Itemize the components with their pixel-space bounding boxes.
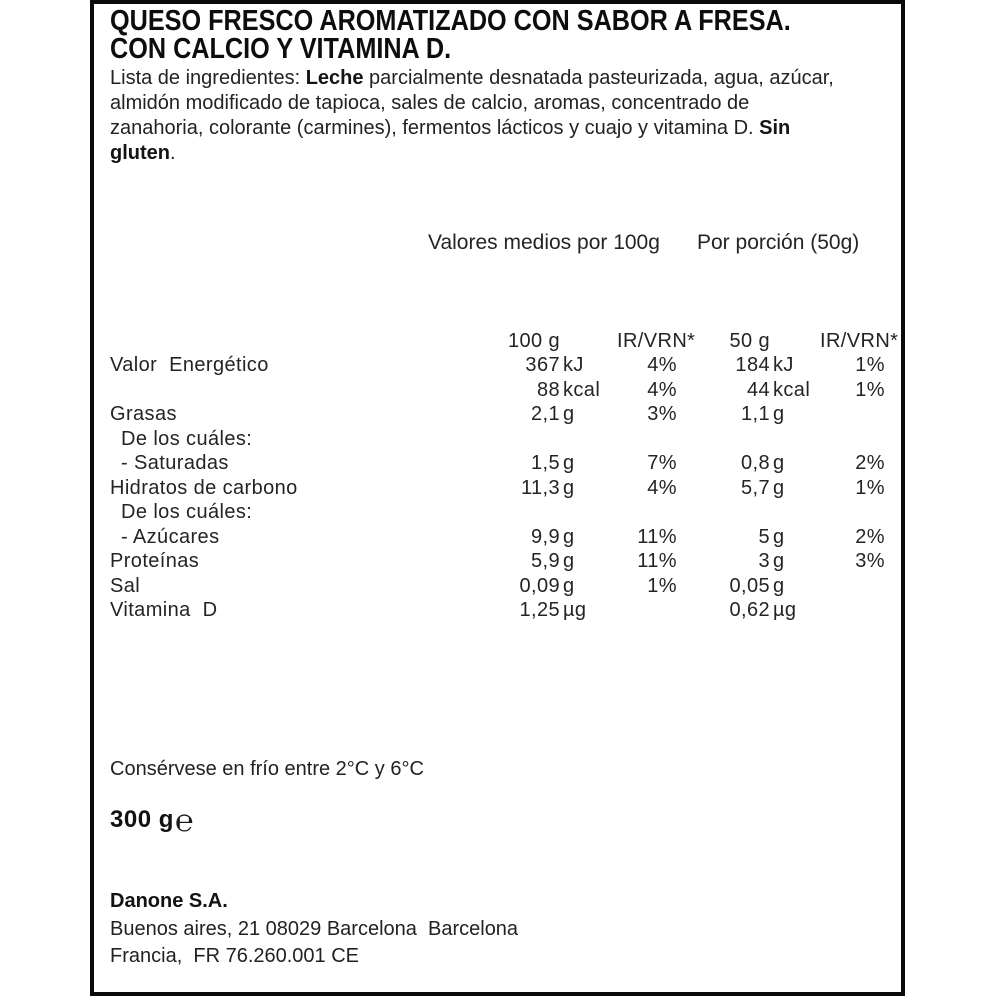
nutrition-row (110, 500, 885, 525)
nutrition-row (110, 427, 885, 452)
value-100g: 367 (525, 354, 560, 376)
unit-100g: kcal (563, 378, 601, 401)
subheader-unit-spacer-100 (560, 329, 617, 354)
unit-50g (770, 427, 820, 452)
ingredient-text: parcialmente desnatada pasteurizada, agua, azúcar, (363, 67, 834, 89)
subheader-empty-cell (110, 329, 450, 354)
ingredient-bold-text: Leche (305, 67, 364, 89)
nutrition-subheader (110, 329, 899, 354)
irvrn-100g: 11% (637, 525, 677, 548)
manufacturer-address-line1: Buenos aires, 21 08029 Barcelona Barcelona (110, 917, 519, 940)
subheader-amount-50g: 50 g (729, 330, 770, 352)
unit-100g: g (563, 550, 575, 572)
value-100g: 1,25 (519, 599, 560, 621)
unit-50g: g (773, 574, 785, 597)
unit-50g: g (773, 525, 785, 548)
irvrn-50g: 2% (855, 525, 885, 548)
irvrn-50g (820, 574, 885, 599)
manufacturer-block (110, 888, 518, 971)
unit-100g: g (563, 452, 575, 474)
irvrn-50g: 3% (855, 550, 885, 572)
ingredient-text: Lista de ingredientes: (110, 67, 306, 89)
value-100g: 88 (536, 378, 560, 401)
nutrient-label: Hidratos de carbono (110, 476, 298, 499)
nutrition-row (110, 402, 885, 427)
irvrn-50g (820, 427, 885, 452)
irvrn-50g: 1% (855, 354, 885, 376)
irvrn-50g: 1% (855, 378, 885, 401)
unit-100g: g (563, 403, 575, 425)
irvrn-100g: 7% (647, 452, 677, 474)
ingredients-line (110, 66, 900, 91)
subheader-irvrn-50: IR/VRN* (820, 330, 899, 352)
nutrition-row (110, 378, 885, 403)
unit-100g (560, 427, 617, 452)
nutrient-label: De los cuáles: (121, 501, 253, 523)
nutrient-label (110, 378, 450, 403)
unit-50g: g (773, 550, 785, 572)
estimated-sign: ℮ (174, 803, 194, 838)
value-50g: 5,7 (740, 476, 770, 499)
nutrient-label: Vitamina D (110, 599, 218, 621)
nutrition-row (110, 598, 885, 623)
unit-50g (770, 500, 820, 525)
subheader-amount-100g: 100 g (507, 330, 560, 352)
ingredient-text: zanahoria, colorante (carmines), fermentos lácticos y cuajo y vitamina D. (110, 117, 760, 139)
storage-instructions: Consérvese en frío entre 2°C y 6°C (110, 758, 424, 780)
value-50g: 0,62 (729, 599, 770, 621)
value-50g (677, 500, 770, 525)
subheader-unit-spacer-50 (770, 329, 820, 354)
nutrient-label: De los cuáles: (121, 427, 253, 450)
product-title-line2: CON CALCIO Y VITAMINA D. (110, 33, 452, 65)
column-header-per-100g: Valores medios por 100g (428, 231, 660, 254)
nutrient-label: Valor Energético (110, 354, 269, 376)
nutrition-subheader-row (110, 329, 899, 354)
value-50g: 3 (758, 550, 770, 572)
value-50g: 44 (746, 378, 770, 401)
nutrient-label: Grasas (110, 403, 177, 425)
value-50g: 1,1 (740, 403, 770, 425)
irvrn-100g: 1% (647, 574, 677, 597)
value-50g (677, 427, 770, 452)
net-weight-value: 300 g (110, 806, 174, 833)
irvrn-50g: 2% (855, 452, 885, 474)
value-100g: 9,9 (530, 525, 560, 548)
manufacturer-address-line2: Francia, FR 76.260.001 CE (110, 945, 360, 967)
irvrn-100g (617, 427, 677, 452)
unit-50g: kJ (773, 354, 794, 376)
label-border-frame (90, 0, 905, 996)
value-100g: 2,1 (530, 403, 560, 425)
column-header-per-portion: Por porción (50g) (697, 231, 860, 254)
unit-50g: kcal (773, 378, 811, 401)
irvrn-100g: 3% (647, 403, 677, 425)
ingredients-line (110, 91, 900, 116)
irvrn-100g: 4% (647, 476, 677, 499)
value-100g (450, 500, 560, 525)
nutrient-label: - Saturadas (121, 452, 229, 474)
ingredients-line (110, 141, 900, 166)
irvrn-100g: 4% (647, 378, 677, 401)
net-weight (110, 803, 193, 839)
product-title (110, 7, 1000, 63)
unit-100g: kJ (563, 354, 584, 376)
nutrient-label: Proteínas (110, 550, 200, 572)
irvrn-50g (820, 598, 885, 623)
unit-100g (560, 500, 617, 525)
nutrition-row (110, 549, 885, 574)
unit-50g: g (773, 452, 785, 474)
nutrient-label: Sal (110, 574, 141, 597)
irvrn-100g: 11% (637, 550, 677, 572)
product-title-line1: QUESO FRESCO AROMATIZADO CON SABOR A FRESA. (110, 5, 791, 37)
value-50g: 0,05 (729, 574, 770, 597)
value-100g: 0,09 (519, 574, 560, 597)
unit-100g: g (563, 476, 575, 499)
ingredient-bold-text: gluten (110, 142, 170, 164)
irvrn-100g (617, 500, 677, 525)
nutrition-row (110, 525, 885, 550)
value-50g: 5 (758, 525, 770, 548)
value-100g: 5,9 (530, 550, 560, 572)
subheader-irvrn-100: IR/VRN* (617, 330, 696, 352)
irvrn-50g: 1% (855, 476, 885, 499)
value-50g: 0,8 (740, 452, 770, 474)
value-50g: 184 (735, 354, 770, 376)
unit-50g: g (773, 403, 785, 425)
value-100g: 1,5 (530, 452, 560, 474)
irvrn-100g (617, 598, 677, 623)
value-100g (450, 427, 560, 452)
unit-50g: µg (773, 599, 797, 621)
nutrition-row (110, 476, 885, 501)
unit-100g: g (563, 525, 575, 548)
ingredient-bold-text: Sin (759, 117, 791, 139)
irvrn-100g: 4% (647, 354, 677, 376)
value-100g: 11,3 (520, 476, 560, 499)
ingredient-text: almidón modificado de tapioca, sales de calcio, aromas, concentrado de (110, 92, 750, 114)
nutrition-table (110, 353, 885, 623)
nutrition-row (110, 574, 885, 599)
irvrn-50g (820, 500, 885, 525)
ingredients-text (110, 66, 900, 166)
ingredient-text: . (170, 142, 176, 164)
nutrition-row (110, 451, 885, 476)
manufacturer-name: Danone S.A. (110, 890, 228, 912)
nutrition-row (110, 353, 885, 378)
ingredients-line (110, 116, 900, 141)
unit-100g: µg (563, 599, 587, 621)
nutrient-label: - Azúcares (121, 525, 220, 548)
irvrn-50g (820, 402, 885, 427)
unit-50g: g (773, 476, 785, 499)
unit-100g: g (563, 574, 575, 597)
